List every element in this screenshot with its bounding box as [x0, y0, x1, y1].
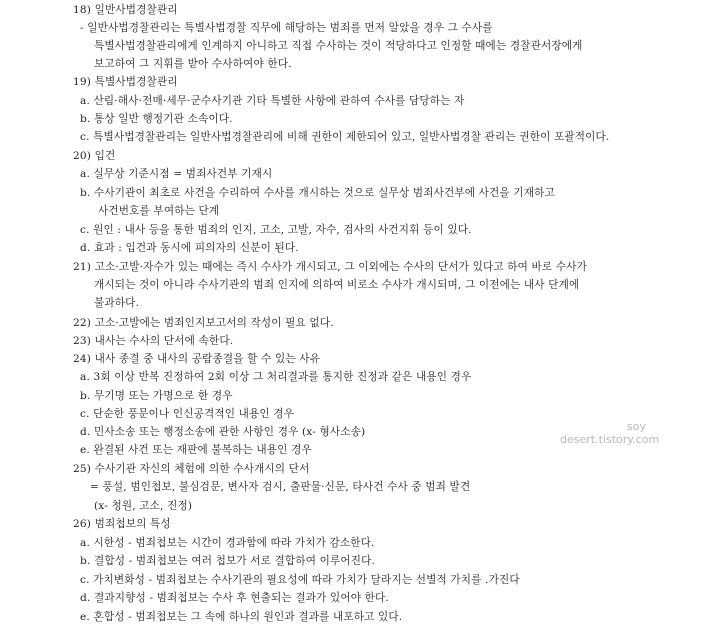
list-item: c. 원인 : 내사 등을 통한 범죄의 인지, 고소, 고발, 자수, 검사의 사건지휘 등이 있다. [80, 224, 472, 236]
list-item: b. 무기명 또는 가명으로 한 경우 [80, 390, 233, 402]
text-line: 불과하다. [94, 297, 140, 309]
text-line: - 일반사법경찰관리는 특별사법경찰 직무에 해당하는 범죄를 먼저 알았을 경우 그 수사를 [80, 22, 493, 34]
list-item: a. 3회 이상 반복 진정하여 2회 이상 그 처리결과를 통지한 진정과 같은 내용인 경우 [80, 371, 472, 383]
heading-23: 23) 내사는 수사의 단서에 속한다. [73, 335, 234, 347]
list-item: c. 가치변화성 - 범죄첩보는 수사기관의 필요성에 따라 가치가 달라지는 선별적 가치를 .가진다 [80, 574, 520, 586]
heading-18: 18) 일반사법경찰관리 [73, 4, 178, 16]
text-line: 개시되는 것이 아니라 수사기관의 범죄 인지에 의하여 비로소 수사가 개시되며, 그 이전에는 내사 단계에 [94, 279, 580, 291]
list-item: b. 통상 일반 행정기관 소속이다. [80, 113, 233, 125]
text-line: = 풍설, 범인첩보, 불심검문, 변사자 검시, 출판물·신문, 타사건 수사 중 범죄 발견 [90, 481, 471, 493]
heading-24: 24) 내사 종결 중 내사의 공람종결을 할 수 있는 사유 [73, 353, 321, 365]
text-line: 사건번호를 부여하는 단계 [98, 205, 220, 217]
list-item: b. 결합성 - 범죄첩보는 여러 첩보가 서로 결합하여 이루어진다. [80, 555, 376, 567]
text-line: (x- 청원, 고소, 진정) [94, 500, 193, 512]
list-item: a. 실무상 기준시점 = 범죄사건부 기재시 [80, 168, 273, 180]
text-line: 특별사법경찰관리에게 인계하지 아니하고 직접 수사하는 것이 적당하다고 인정할 때에는 경찰관서장에게 [94, 40, 583, 52]
heading-20: 20) 입건 [73, 150, 116, 162]
list-item: d. 결과지향성 - 범죄첩보는 수사 후 현출되는 결과가 있어야 한다. [80, 592, 389, 604]
list-item: a. 시한성 - 범죄첩보는 시간이 경과함에 따라 가치가 감소한다. [80, 537, 375, 549]
list-item: e. 혼합성 - 범죄첩보는 그 속에 하나의 원인과 결과를 내포하고 있다. [80, 611, 403, 623]
list-item: c. 단순한 풍문이나 인신공격적인 내용인 경우 [80, 408, 295, 420]
text-line: 보고하여 그 지휘를 받아 수사하여야 한다. [94, 58, 292, 70]
list-item: c. 특별사법경찰관리는 일반사법경찰관리에 비해 권한이 제한되어 있고, 일반사법경찰 관리는 권한이 포괄적이다. [80, 131, 610, 143]
watermark-text: soy [627, 420, 646, 433]
heading-26: 26) 범죄첩보의 특성 [73, 518, 171, 530]
list-item: d. 민사소송 또는 행정소송에 관한 사항인 경우 (x- 형사소송) [80, 426, 366, 438]
list-item: d. 효과 : 입건과 동시에 피의자의 신분이 된다. [80, 242, 299, 254]
heading-19: 19) 특별사법경찰관리 [73, 76, 178, 88]
list-item: b. 수사기관이 최초로 사건을 수리하여 수사를 개시하는 것으로 실무상 범죄사건부에 사건을 기재하고 [80, 187, 555, 199]
watermark-url: desert.tistory.com [560, 433, 660, 446]
list-item: a. 산림·해사·전매·세무·군수사기관 기타 특별한 사항에 관하여 수사를 담당하는 자 [80, 95, 465, 107]
heading-21: 21) 고소·고발·자수가 있는 때에는 즉시 수사가 개시되고, 그 이외에는 수사의 단서가 있다고 하여 바로 수사가 [73, 261, 587, 273]
heading-22: 22) 고소·고발에는 범죄인지보고서의 작성이 필요 없다. [73, 317, 334, 329]
list-item: e. 완결된 사건 또는 재판에 불복하는 내용인 경우 [80, 444, 312, 456]
heading-25: 25) 수사기관 자신의 체험에 의한 수사개시의 단서 [73, 463, 310, 475]
